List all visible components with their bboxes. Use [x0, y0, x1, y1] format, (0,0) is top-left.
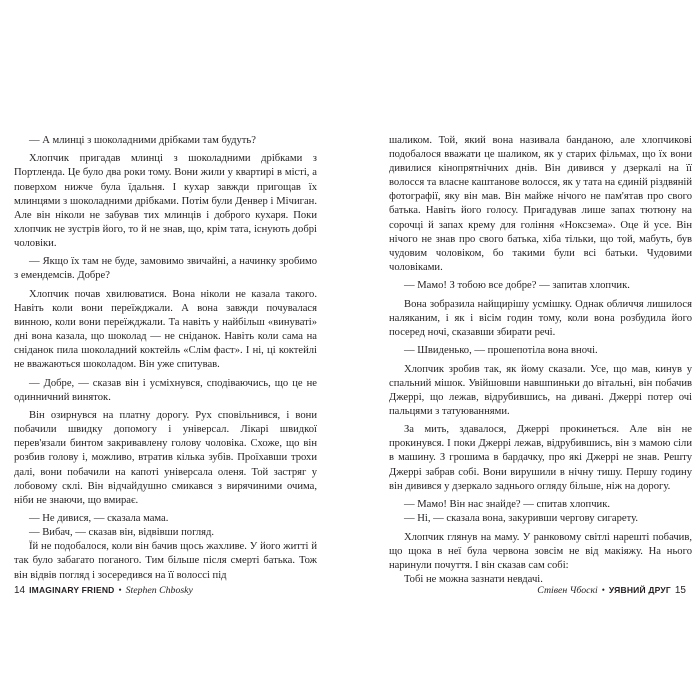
left-running-footer: [14, 584, 193, 597]
running-author: Стівен Чбоскі: [537, 585, 598, 596]
paragraph: — Ні, — сказала вона, закуривши чергову сигарету.: [404, 513, 638, 525]
paragraph: — Вибач, — сказав він, відвівши погляд.: [29, 527, 215, 539]
paragraph: Хлопчик пригадав млинці з шоколадними дрібками з Портленда. Це було два роки тому. Вони жили у квартирі в місті, а поверхом нижче була їдальня. І кухар завжди пригощав їх млинцями з шоколадними дрібками. Потім були Денвер і Мічиган. Але він ніколи не забував тих млинців і доброго кухаря. Поки хлопчик не зустрів його, то й не знав, що, крім тата, існують добрі чоловіки.: [14, 153, 317, 249]
footer-separator: •: [118, 585, 122, 595]
paragraph: шаликом. Той, який вона називала банданою, але хлопчикові подобалося вважати це шаликом, як у старих фільмах, що їх вони дивилися кінопрятнічних днів. Він дивився у дзеркалі на її волосся та власне каштанове волосся, як у тата на єдиній різдвяній фотографії, яку він мав. Він майже нічого не пам'ятав про свого батька. Навіть його голосу. Пригадував лише запах тютюну на сорочці й запах крему для гоління «Ноксзема». Оце й усе. Він нічого не знав про свого батька, хіба тільки, що той, мабуть, був чудовим чоловіком, бо такими були всі батьки. Чудовими чоловіками.: [389, 135, 692, 273]
paragraph: Тобі не можна зазнати невдачі.: [404, 573, 543, 585]
paragraph: — Швиденько, — прошепотіла вона вночі.: [404, 345, 598, 357]
footer-separator: •: [601, 585, 605, 595]
left-page: [14, 134, 317, 587]
page-number: 14: [14, 585, 26, 596]
paragraph: Хлопчик зробив так, як йому сказали. Усе, що мав, кинув у спальний мішок. Увійшовши навшпиньки до вітальні, він побачив Джеррі, що лежав, відрубившись, на дивані. Джеррі потер очі пальцями з татуюваннями.: [389, 363, 692, 417]
running-title: IMAGINARY FRIEND: [29, 585, 115, 595]
page-number: 15: [674, 585, 686, 596]
right-page: [389, 134, 692, 591]
paragraph: Хлопчик глянув на маму. У ранковому світлі нарешті побачив, що щока в неї була червона зовсім не від макіяжу. На нього наринули почуття. І він сказав сам собі:: [389, 531, 692, 571]
paragraph: Хлопчик почав хвилюватися. Вона ніколи не казала такого. Навіть коли вони переїжджали. А вона завжди почувалася винною, коли вони переїжджали. Та навіть у найбільш «винуваті» дні вона казала, що шоколад — не сніданок. Навіть коли сама на сніданок пила шоколадний коктейль «Слім фаст». І ні, ці коктейлі не вважаються шоколадом. Він уже спитував.: [14, 288, 317, 371]
paragraph: Він озирнувся на платну дорогу. Рух сповільнився, і вони побачили швидку допомогу і універсал. Лікарі швидкої перев'язали бинтом закривавлену голову чоловіка. Схоже, що він розбив голову і, можливо, втратив кілька зубів. Проїхавши трохи далі, вони побачили на капоті універсала оленя. Той застряг у лобовому склі. Він відчайдушно смикався з вирячиними очима, ніби не знаючи, що вмирає.: [14, 410, 317, 506]
paragraph: За мить, здавалося, Джеррі прокинеться. Але він не прокинувся. І поки Джеррі лежав, відрубившись, він з мамою сіли в машину. З грошима в бардачку, про які Джеррі не знав. Решту Джеррі забрав собі. Вони вирушили в нічну тишу. Першу годину він дивився у дзеркало заднього огляду більше, ніж на дорогу.: [389, 424, 692, 492]
paragraph: Вона зобразила найщирішу усмішку. Однак обличчя лишилося наляканим, і як і вісім годин тому, коли вона розбудила його посеред ночі, сказавши збирати речі.: [389, 298, 692, 338]
running-author: Stephen Chbosky: [125, 585, 193, 596]
paragraph: — А млинці з шоколадними дрібками там будуть?: [29, 135, 256, 146]
right-running-footer: [537, 584, 686, 597]
paragraph: — Не дивися, — сказала мама.: [29, 513, 169, 525]
paragraph: — Мамо! Він нас знайде? — спитав хлопчик.: [404, 499, 610, 511]
paragraph: — Добре, — сказав він і усміхнувся, сподіваючись, що це не одинничний виняток.: [14, 377, 317, 403]
paragraph: — Якщо їх там не буде, замовимо звичайні, а начинку зробимо з емендемсів. Добре?: [14, 256, 317, 282]
paragraph: Їй не подобалося, коли він бачив щось жахливе. У його житті й так було забагато поганого. Тим більше після смерті батька. Тож він відвів погляд і зосередився на її волоссі під: [14, 541, 317, 581]
paragraph: — Мамо! З тобою все добре? — запитав хлопчик.: [404, 280, 630, 292]
running-title: УЯВНИЙ ДРУГ: [608, 585, 671, 595]
